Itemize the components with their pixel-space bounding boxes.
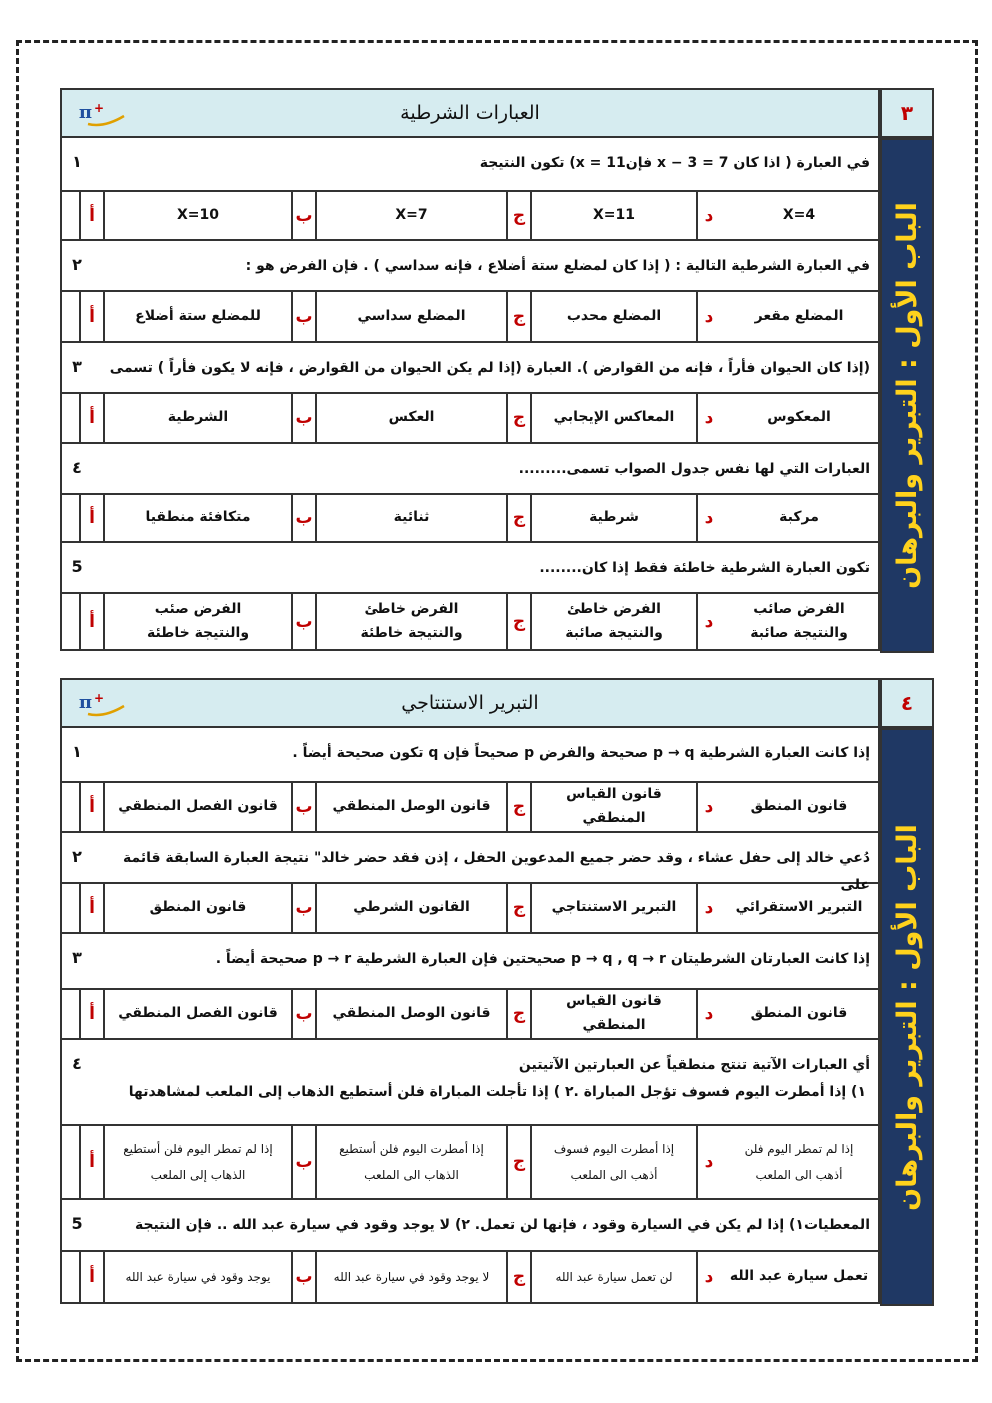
- option-c-line2: أذهب الى الملعب: [570, 1168, 658, 1182]
- option-d[interactable]: [720, 192, 878, 239]
- option-c-letter: ج: [506, 495, 530, 541]
- option-d-line1: إذا لم تمطر اليوم فلن: [744, 1141, 854, 1156]
- option-c-line2: والنتيجة صائبة: [565, 624, 663, 641]
- options-row: [60, 594, 880, 651]
- question-text: المعطيات١) إذا لم يكن في السيارة وقود ، فإنها لن تعمل. ٢) لا يوجد وقود في سيارة عبد الله .. فإن النتيجة: [134, 1217, 870, 1233]
- option-d[interactable]: التبرير الاستقرائي: [735, 899, 863, 916]
- section-title: التبرير الاستنتاجي: [401, 692, 539, 714]
- option-b-line1: الفرض خاطئ: [364, 600, 459, 617]
- questions-grid: [60, 138, 880, 651]
- option-a-letter: أ: [79, 495, 103, 541]
- option-a[interactable]: يوجد وقود في سيارة عبد الله: [103, 1252, 291, 1302]
- option-a-line2: الذهاب إلى الملعب: [150, 1168, 246, 1182]
- option-b[interactable]: ثنائية: [315, 495, 506, 541]
- option-c-letter: ج: [506, 594, 530, 649]
- option-c-letter: ج: [506, 1126, 530, 1198]
- option-c[interactable]: [530, 594, 696, 649]
- question-number: ١: [60, 138, 92, 190]
- option-d-line2: أذهب الى الملعب: [755, 1168, 843, 1182]
- option-c-letter: ج: [506, 990, 530, 1038]
- option-d-letter: د: [696, 884, 720, 932]
- options-row: [60, 1252, 880, 1304]
- svg-text:+: +: [93, 101, 104, 115]
- option-c-letter: ج: [506, 783, 530, 831]
- options-row: [60, 783, 880, 833]
- section-title-bar: [60, 88, 880, 138]
- question-row: [60, 343, 880, 394]
- question-number: ٤: [60, 1040, 92, 1124]
- option-b[interactable]: القانون الشرطي: [315, 884, 506, 932]
- option-c[interactable]: المضلع محدب: [530, 292, 696, 341]
- option-d-text: X=4: [782, 206, 816, 223]
- option-d-letter: د: [696, 990, 720, 1038]
- section-deductive-reasoning: [60, 678, 934, 1306]
- option-d-letter: د: [696, 1252, 720, 1302]
- option-b[interactable]: [315, 1126, 506, 1198]
- option-d[interactable]: [720, 594, 878, 649]
- question-text: أي العبارات الآتية تنتج منطقياً عن العبارتين الآتيتين: [518, 1057, 870, 1073]
- svg-text:π: π: [78, 102, 92, 123]
- question-text: إذا كانت العبارة الشرطية p → q صحيحة والفرض p صحيحاً فإن q تكون صحيحة أيضاً .: [292, 745, 870, 761]
- option-c-line1: إذا أمطرت اليوم فسوف: [553, 1141, 675, 1156]
- option-b-letter: ب: [291, 1126, 315, 1198]
- questions-grid: [60, 728, 880, 1304]
- option-b-letter: ب: [291, 783, 315, 831]
- question-text: (إذا كان الحيوان فأراً ، فإنه من القوارض ). العبارة (إذا لم يكن الحيوان من القوارض ، فإنه لا يكون فأراً ) تسمى: [109, 360, 870, 376]
- question-row: [60, 934, 880, 990]
- section-title-bar: [60, 678, 880, 728]
- question-text: إذا كانت العبارتان الشرطيتان p → q , q → r صحيحتين فإن العبارة الشرطية p → r صحيحة أيضاً .: [215, 951, 870, 967]
- svg-text:π: π: [78, 692, 92, 713]
- option-b[interactable]: قانون الوصل المنطقي: [315, 990, 506, 1038]
- question-text: في العبارة الشرطية التالية : ( إذا كان لمضلع ستة أضلاع ، فإنه سداسي ) . فإن الفرض هو :: [245, 258, 870, 274]
- question-text: دُعي خالد إلى حفل عشاء ، وقد حضر جميع المدعوين الحفل ، إذن فقد حضر خالد" نتيجة العبارة السابقة قائمة على: [123, 850, 870, 893]
- option-a[interactable]: متكافئة منطقيا: [103, 495, 291, 541]
- option-a-letter: أ: [79, 884, 103, 932]
- option-a[interactable]: قانون الفصل المنطقي: [103, 783, 291, 831]
- question-text: في العبارة ( اذا كان 7 = 3 − x فإن11 = x) تكون النتيجة: [479, 155, 870, 171]
- question-number: ٢: [60, 833, 92, 882]
- question-row: [60, 728, 880, 783]
- option-c[interactable]: شرطية: [530, 495, 696, 541]
- option-c[interactable]: [530, 192, 696, 239]
- option-d-letter: د: [696, 292, 720, 341]
- question-number: 5: [60, 1200, 92, 1250]
- options-row: [60, 884, 880, 934]
- question-row: [60, 1040, 880, 1126]
- side-label: الباب الأول : التبرير والبرهان: [891, 823, 923, 1211]
- question-number: ٣: [60, 934, 92, 988]
- logo-icon: [78, 98, 128, 130]
- option-c-letter: ج: [506, 292, 530, 341]
- option-a-line1: إذا لم تمطر اليوم فلن أستطيع: [123, 1141, 273, 1156]
- option-a-text: X=10: [177, 206, 220, 223]
- option-c-letter: ج: [506, 884, 530, 932]
- option-b-letter: ب: [291, 594, 315, 649]
- option-b[interactable]: قانون الوصل المنطقي: [315, 783, 506, 831]
- question-row: [60, 1200, 880, 1252]
- option-b[interactable]: لا يوجد وقود في سيارة عبد الله: [315, 1252, 506, 1302]
- question-block: [92, 1040, 878, 1124]
- option-c[interactable]: المعاكس الإيجابي: [530, 394, 696, 442]
- question-number: ٤: [60, 444, 92, 493]
- question-text: العبارات التي لها نفس جدول الصواب تسمى.........: [518, 461, 870, 477]
- logo-icon: [78, 688, 128, 720]
- question-number: 5: [60, 543, 92, 592]
- question-row: [60, 543, 880, 594]
- option-d-letter: د: [696, 1126, 720, 1198]
- question-number: ١: [60, 728, 92, 781]
- option-a-line1: الفرض صئب: [154, 600, 242, 617]
- option-b-letter: ب: [291, 394, 315, 442]
- option-a[interactable]: الشرطية: [103, 394, 291, 442]
- option-a-line2: والنتيجة خاطئة: [146, 624, 250, 641]
- question-row: [60, 833, 880, 893]
- option-a[interactable]: للمضلع ستة أضلاع: [103, 292, 291, 341]
- option-d-line2: والنتيجة صائبة: [750, 624, 848, 641]
- option-c[interactable]: [530, 1126, 696, 1198]
- option-a-letter: أ: [79, 990, 103, 1038]
- option-c-letter: ج: [506, 1252, 530, 1302]
- section-title: العبارات الشرطية: [400, 102, 540, 124]
- option-b-letter: ب: [291, 884, 315, 932]
- option-c-letter: ج: [506, 192, 530, 239]
- options-row: [60, 292, 880, 343]
- option-b[interactable]: [315, 192, 506, 239]
- option-a[interactable]: [103, 1126, 291, 1198]
- option-a-letter: أ: [79, 192, 103, 239]
- option-b-letter: ب: [291, 292, 315, 341]
- options-row: [60, 990, 880, 1040]
- option-a[interactable]: قانون الفصل المنطقي: [103, 990, 291, 1038]
- option-d-line1: الفرض صائب: [753, 600, 845, 617]
- option-c[interactable]: قانون القياس المنطقي: [530, 990, 696, 1038]
- option-a[interactable]: قانون المنطق: [103, 884, 291, 932]
- question-number: ٢: [60, 241, 92, 290]
- question-row: [60, 444, 880, 495]
- option-d[interactable]: [720, 1126, 878, 1198]
- option-a-letter: أ: [79, 1252, 103, 1302]
- options-row: [60, 192, 880, 241]
- option-b[interactable]: المضلع سداسي: [315, 292, 506, 341]
- option-a[interactable]: [103, 192, 291, 239]
- option-d-letter: د: [696, 594, 720, 649]
- option-a-letter: أ: [79, 394, 103, 442]
- option-a-letter: أ: [79, 594, 103, 649]
- option-b-letter: ب: [291, 990, 315, 1038]
- option-d[interactable]: قانون المنطق: [750, 798, 848, 815]
- side-label-box: [880, 138, 934, 653]
- options-row: [60, 394, 880, 444]
- option-b-line2: والنتيجة خاطئة: [360, 624, 463, 641]
- option-a-letter: أ: [79, 1126, 103, 1198]
- option-d[interactable]: مركبة: [779, 509, 819, 526]
- option-c-text: X=11: [593, 206, 636, 223]
- option-d[interactable]: المضلع مقعر: [754, 307, 844, 324]
- option-b-line2: الذهاب الى الملعب: [364, 1168, 459, 1182]
- question-number: ٣: [60, 343, 92, 392]
- side-label: الباب الأول : التبرير والبرهان: [891, 202, 923, 589]
- option-b[interactable]: العكس: [315, 394, 506, 442]
- option-b-line1: إذا أمطرت اليوم فلن أستطيع: [339, 1141, 484, 1156]
- option-c[interactable]: التبرير الاستنتاجي: [530, 884, 696, 932]
- section-number: ٣: [880, 88, 934, 138]
- option-b-letter: ب: [291, 1252, 315, 1302]
- question-row: [60, 241, 880, 292]
- option-d[interactable]: تعمل سيارة عبد الله: [729, 1268, 869, 1285]
- section-conditional-statements: [60, 88, 934, 653]
- section-number: ٤: [880, 678, 934, 728]
- svg-text:+: +: [93, 691, 104, 705]
- question-row: [60, 138, 880, 192]
- option-c-line1: الفرض خاطئ: [567, 600, 661, 617]
- option-d-letter: د: [696, 394, 720, 442]
- option-b-letter: ب: [291, 495, 315, 541]
- option-d-letter: د: [696, 783, 720, 831]
- option-b[interactable]: [315, 594, 506, 649]
- option-d[interactable]: قانون المنطق: [750, 1005, 848, 1022]
- option-b-text: X=7: [395, 206, 428, 223]
- options-row: [60, 1126, 880, 1200]
- option-a-letter: أ: [79, 783, 103, 831]
- option-c[interactable]: لن تعمل سيارة عبد الله: [530, 1252, 696, 1302]
- option-a[interactable]: [103, 594, 291, 649]
- option-a-letter: أ: [79, 292, 103, 341]
- question-text: تكون العبارة الشرطية خاطئة فقط إذا كان........: [539, 560, 870, 576]
- question-subtext: ١) إذا أمطرت اليوم فسوف تؤجل المباراة .٢ ) إذا تأجلت المباراة فلن أستطيع الذهاب إلى الملعب لمشاهدتها: [128, 1083, 866, 1100]
- option-d-letter: د: [696, 495, 720, 541]
- option-d[interactable]: المعكوس: [767, 409, 831, 426]
- option-c-letter: ج: [506, 394, 530, 442]
- options-row: [60, 495, 880, 543]
- option-b-letter: ب: [291, 192, 315, 239]
- option-c[interactable]: قانون القياس المنطقي: [530, 783, 696, 831]
- option-d-letter: د: [696, 192, 720, 239]
- side-label-box: [880, 728, 934, 1306]
